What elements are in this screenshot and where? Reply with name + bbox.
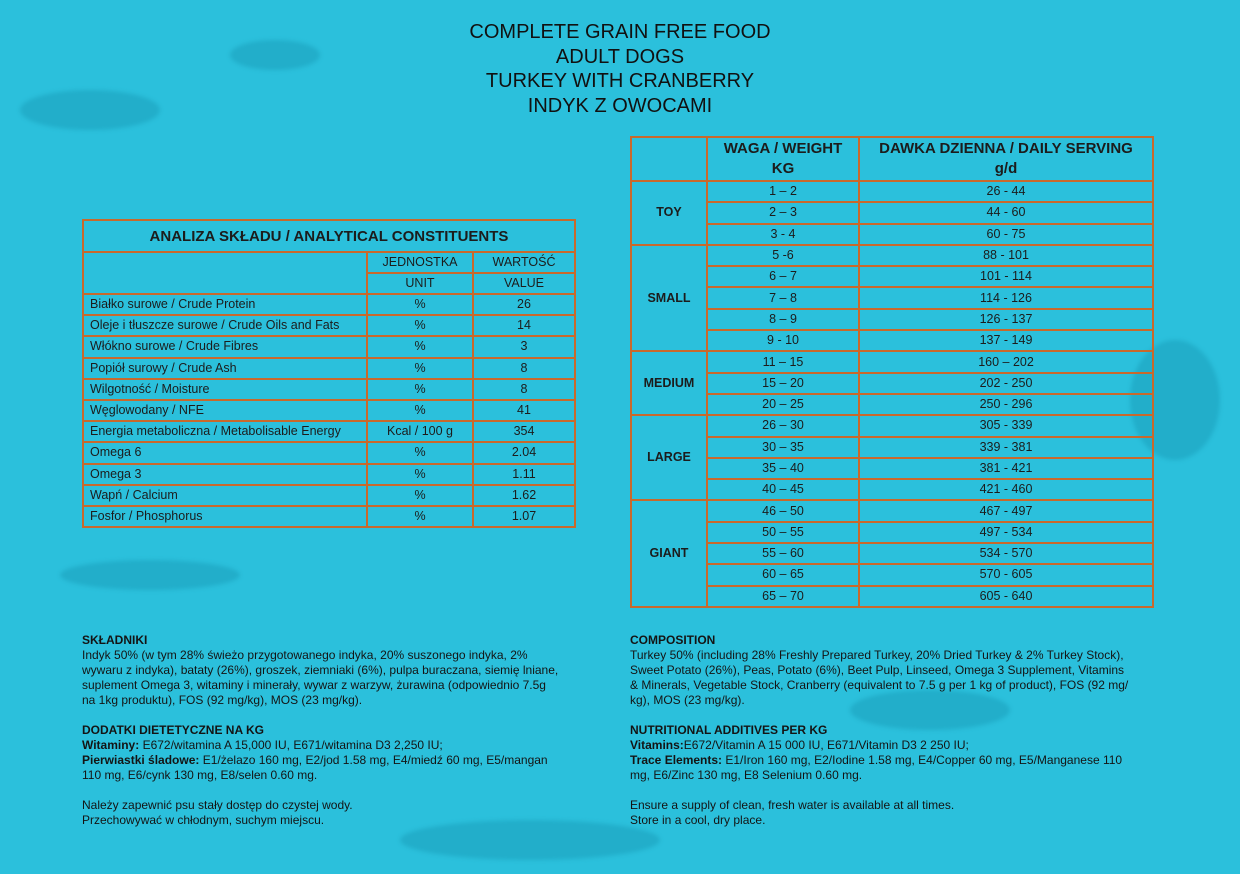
- table-row: [631, 287, 1153, 308]
- constituent-unit: %: [367, 358, 473, 379]
- daily-serving: 44 - 60: [859, 202, 1153, 223]
- constituent-name: Popiół surowy / Crude Ash: [83, 358, 367, 379]
- table-row: [83, 379, 575, 400]
- table-row: [631, 181, 1153, 202]
- daily-serving: 26 - 44: [859, 181, 1153, 202]
- pl-trace-line-2: 110 mg, E6/cynk 130 mg, E8/selen 0.60 mg.: [82, 768, 318, 782]
- weight-range: 55 – 60: [707, 543, 859, 564]
- table-row: [83, 485, 575, 506]
- daily-serving: 114 - 126: [859, 287, 1153, 308]
- size-label: LARGE: [631, 415, 707, 500]
- daily-serving: 467 - 497: [859, 500, 1153, 521]
- analysis-col-value-pl: WARTOŚĆ: [473, 252, 575, 273]
- analytical-constituents-table: [82, 219, 576, 528]
- table-row: [631, 245, 1153, 266]
- table-row: [83, 315, 575, 336]
- daily-serving: 381 - 421: [859, 458, 1153, 479]
- constituent-value: 2.04: [473, 442, 575, 463]
- table-row: [631, 500, 1153, 521]
- pl-ingredients-line: Indyk 50% (w tym 28% świeżo przygotowanego indyka, 20% suszonego indyka, 2%: [82, 648, 528, 662]
- weight-range: 1 – 2: [707, 181, 859, 202]
- constituent-name: Omega 6: [83, 442, 367, 463]
- weight-range: 9 - 10: [707, 330, 859, 351]
- daily-serving: 202 - 250: [859, 373, 1153, 394]
- constituent-value: 1.11: [473, 464, 575, 485]
- table-row: [83, 421, 575, 442]
- title-line-1: COMPLETE GRAIN FREE FOOD: [469, 21, 771, 43]
- daily-serving: 250 - 296: [859, 394, 1153, 415]
- daily-serving: 421 - 460: [859, 479, 1153, 500]
- constituent-unit: %: [367, 485, 473, 506]
- pl-additives-heading: DODATKI DIETETYCZNE NA KG: [82, 723, 264, 737]
- table-row: [631, 479, 1153, 500]
- en-trace-line: [630, 753, 1170, 768]
- table-row: [631, 437, 1153, 458]
- constituent-name: Wapń / Calcium: [83, 485, 367, 506]
- constituent-name: Białko surowe / Crude Protein: [83, 294, 367, 315]
- serving-col-daily-line-1: DAWKA DZIENNA / DAILY SERVING: [879, 140, 1133, 157]
- weight-range: 15 – 20: [707, 373, 859, 394]
- polish-ingredients-section: [82, 633, 592, 828]
- page-title: [0, 20, 1240, 118]
- table-row: [83, 464, 575, 485]
- constituent-value: 1.07: [473, 506, 575, 527]
- constituent-unit: %: [367, 506, 473, 527]
- table-row: [83, 294, 575, 315]
- constituent-value: 8: [473, 358, 575, 379]
- table-row: [83, 358, 575, 379]
- en-composition-line: & Minerals, Vegetable Stock, Cranberry (equivalent to 7.5 g per 1 kg of product), FOS (92 mg/: [630, 678, 1129, 692]
- weight-range: 6 – 7: [707, 266, 859, 287]
- daily-serving: 605 - 640: [859, 586, 1153, 607]
- en-composition-heading: COMPOSITION: [630, 633, 716, 647]
- pl-storage-note: Przechowywać w chłodnym, suchym miejscu.: [82, 813, 325, 827]
- en-water-note: Ensure a supply of clean, fresh water is available at all times.: [630, 798, 955, 812]
- constituent-value: 41: [473, 400, 575, 421]
- weight-range: 46 – 50: [707, 500, 859, 521]
- table-row: [83, 336, 575, 357]
- analysis-header-blank: [83, 252, 367, 294]
- daily-serving: 88 - 101: [859, 245, 1153, 266]
- daily-serving: 305 - 339: [859, 415, 1153, 436]
- pl-ingredients-line: wywaru z indyka), bataty (26%), groszek, ziemniaki (6%), pulpa buraczana, siemię lniane,: [82, 663, 559, 677]
- constituent-unit: %: [367, 315, 473, 336]
- en-composition-line: Sweet Potato (26%), Peas, Potato (6%), Beet Pulp, Linseed, Omega 3 Supplement, Vitamins: [630, 663, 1125, 677]
- constituent-unit: %: [367, 294, 473, 315]
- title-line-3: TURKEY WITH CRANBERRY: [485, 70, 755, 92]
- weight-range: 2 – 3: [707, 202, 859, 223]
- constituent-unit: %: [367, 336, 473, 357]
- constituent-name: Omega 3: [83, 464, 367, 485]
- table-row: [631, 564, 1153, 585]
- weight-range: 20 – 25: [707, 394, 859, 415]
- daily-serving: 126 - 137: [859, 309, 1153, 330]
- constituent-name: Fosfor / Phosphorus: [83, 506, 367, 527]
- table-row: [631, 373, 1153, 394]
- weight-range: 11 – 15: [707, 351, 859, 372]
- weight-range: 65 – 70: [707, 586, 859, 607]
- weight-range: 35 – 40: [707, 458, 859, 479]
- analysis-col-unit-pl: JEDNOSTKA: [367, 252, 473, 273]
- constituent-unit: %: [367, 400, 473, 421]
- constituent-value: 3: [473, 336, 575, 357]
- pl-ingredients-line: suplement Omega 3, witaminy i minerały, wywar z warzyw, żurawina (odpowiednio 7.5g: [82, 678, 546, 692]
- en-vitamins-label: Vitamins:: [630, 738, 684, 752]
- analysis-heading: ANALIZA SKŁADU / ANALYTICAL CONSTITUENTS: [83, 220, 575, 252]
- constituent-value: 26: [473, 294, 575, 315]
- serving-header-blank: [631, 137, 707, 181]
- weight-range: 30 – 35: [707, 437, 859, 458]
- constituent-unit: %: [367, 464, 473, 485]
- weight-range: 26 – 30: [707, 415, 859, 436]
- daily-serving: 137 - 149: [859, 330, 1153, 351]
- table-row: [631, 202, 1153, 223]
- table-row: [83, 506, 575, 527]
- table-row: [631, 309, 1153, 330]
- constituent-value: 14: [473, 315, 575, 336]
- en-storage-note: Store in a cool, dry place.: [630, 813, 766, 827]
- constituent-value: 1.62: [473, 485, 575, 506]
- daily-serving: 160 – 202: [859, 351, 1153, 372]
- pl-vitamins-line: [82, 738, 592, 753]
- daily-serving: 101 - 114: [859, 266, 1153, 287]
- daily-serving: 534 - 570: [859, 543, 1153, 564]
- size-label: GIANT: [631, 500, 707, 606]
- weight-range: 50 – 55: [707, 522, 859, 543]
- en-composition-line: kg), MOS (23 mg/kg).: [630, 693, 745, 707]
- serving-col-weight-line-2: KG: [771, 160, 795, 177]
- weight-range: 3 - 4: [707, 224, 859, 245]
- table-row: [83, 442, 575, 463]
- table-row: [631, 351, 1153, 372]
- pl-ingredients-line: na 1kg produktu), FOS (92 mg/kg), MOS (23 mg/kg).: [82, 693, 363, 707]
- pl-water-note: Należy zapewnić psu stały dostęp do czystej wody.: [82, 798, 353, 812]
- en-trace-line-2: mg, E6/Zinc 130 mg, E8 Selenium 0.60 mg.: [630, 768, 863, 782]
- constituent-name: Węglowodany / NFE: [83, 400, 367, 421]
- constituent-name: Oleje i tłuszcze surowe / Crude Oils and Fats: [83, 315, 367, 336]
- en-vitamins-line: [630, 738, 1170, 753]
- en-additives-heading: NUTRITIONAL ADDITIVES PER KG: [630, 723, 828, 737]
- pl-trace-label: Pierwiastki śladowe:: [82, 753, 200, 767]
- daily-serving-table: [630, 136, 1154, 608]
- analysis-col-value-en: VALUE: [473, 273, 575, 294]
- table-row: [631, 415, 1153, 436]
- constituent-unit: Kcal / 100 g: [367, 421, 473, 442]
- table-row: [631, 224, 1153, 245]
- constituent-value: 354: [473, 421, 575, 442]
- table-row: [631, 543, 1153, 564]
- daily-serving: 339 - 381: [859, 437, 1153, 458]
- constituent-unit: %: [367, 379, 473, 400]
- weight-range: 8 – 9: [707, 309, 859, 330]
- daily-serving: 497 - 534: [859, 522, 1153, 543]
- pl-vitamins-text: E672/witamina A 15,000 IU, E671/witamina D3 2,250 IU;: [139, 738, 443, 752]
- daily-serving: 570 - 605: [859, 564, 1153, 585]
- background-texture: [60, 560, 240, 590]
- daily-serving: 60 - 75: [859, 224, 1153, 245]
- serving-col-weight-line-1: WAGA / WEIGHT: [723, 140, 843, 157]
- size-label: MEDIUM: [631, 351, 707, 415]
- pl-ingredients-heading: SKŁADNIKI: [82, 633, 148, 647]
- pl-trace-text: E1/żelazo 160 mg, E2/jod 1.58 mg, E4/miedź 60 mg, E5/mangan: [199, 753, 548, 767]
- analysis-col-unit-en: UNIT: [367, 273, 473, 294]
- table-row: [631, 586, 1153, 607]
- en-trace-text: E1/Iron 160 mg, E2/Iodine 1.58 mg, E4/Copper 60 mg, E5/Manganese 110: [722, 753, 1123, 767]
- constituent-value: 8: [473, 379, 575, 400]
- constituent-name: Włókno surowe / Crude Fibres: [83, 336, 367, 357]
- title-line-2: ADULT DOGS: [555, 45, 685, 68]
- title-line-4: INDYK Z OWOCAMI: [527, 94, 713, 117]
- table-row: [631, 266, 1153, 287]
- english-composition-section: [630, 633, 1170, 828]
- table-row: [631, 330, 1153, 351]
- serving-col-daily: [859, 137, 1153, 181]
- table-row: [631, 458, 1153, 479]
- en-vitamins-text: E672/Vitamin A 15 000 IU, E671/Vitamin D3 2 250 IU;: [683, 738, 969, 752]
- weight-range: 60 – 65: [707, 564, 859, 585]
- size-label: SMALL: [631, 245, 707, 351]
- en-composition-line: Turkey 50% (including 28% Freshly Prepared Turkey, 20% Dried Turkey & 2% Turkey Stock),: [630, 648, 1124, 662]
- weight-range: 7 – 8: [707, 287, 859, 308]
- constituent-name: Energia metaboliczna / Metabolisable Energy: [83, 421, 367, 442]
- pl-trace-line: [82, 753, 592, 768]
- weight-range: 40 – 45: [707, 479, 859, 500]
- constituent-name: Wilgotność / Moisture: [83, 379, 367, 400]
- en-trace-label: Trace Elements:: [630, 753, 723, 767]
- weight-range: 5 -6: [707, 245, 859, 266]
- table-row: [83, 400, 575, 421]
- table-row: [631, 394, 1153, 415]
- serving-col-weight: [707, 137, 859, 181]
- size-label: TOY: [631, 181, 707, 245]
- serving-col-daily-line-2: g/d: [994, 160, 1018, 177]
- constituent-unit: %: [367, 442, 473, 463]
- pl-vitamins-label: Witaminy:: [82, 738, 140, 752]
- table-row: [631, 522, 1153, 543]
